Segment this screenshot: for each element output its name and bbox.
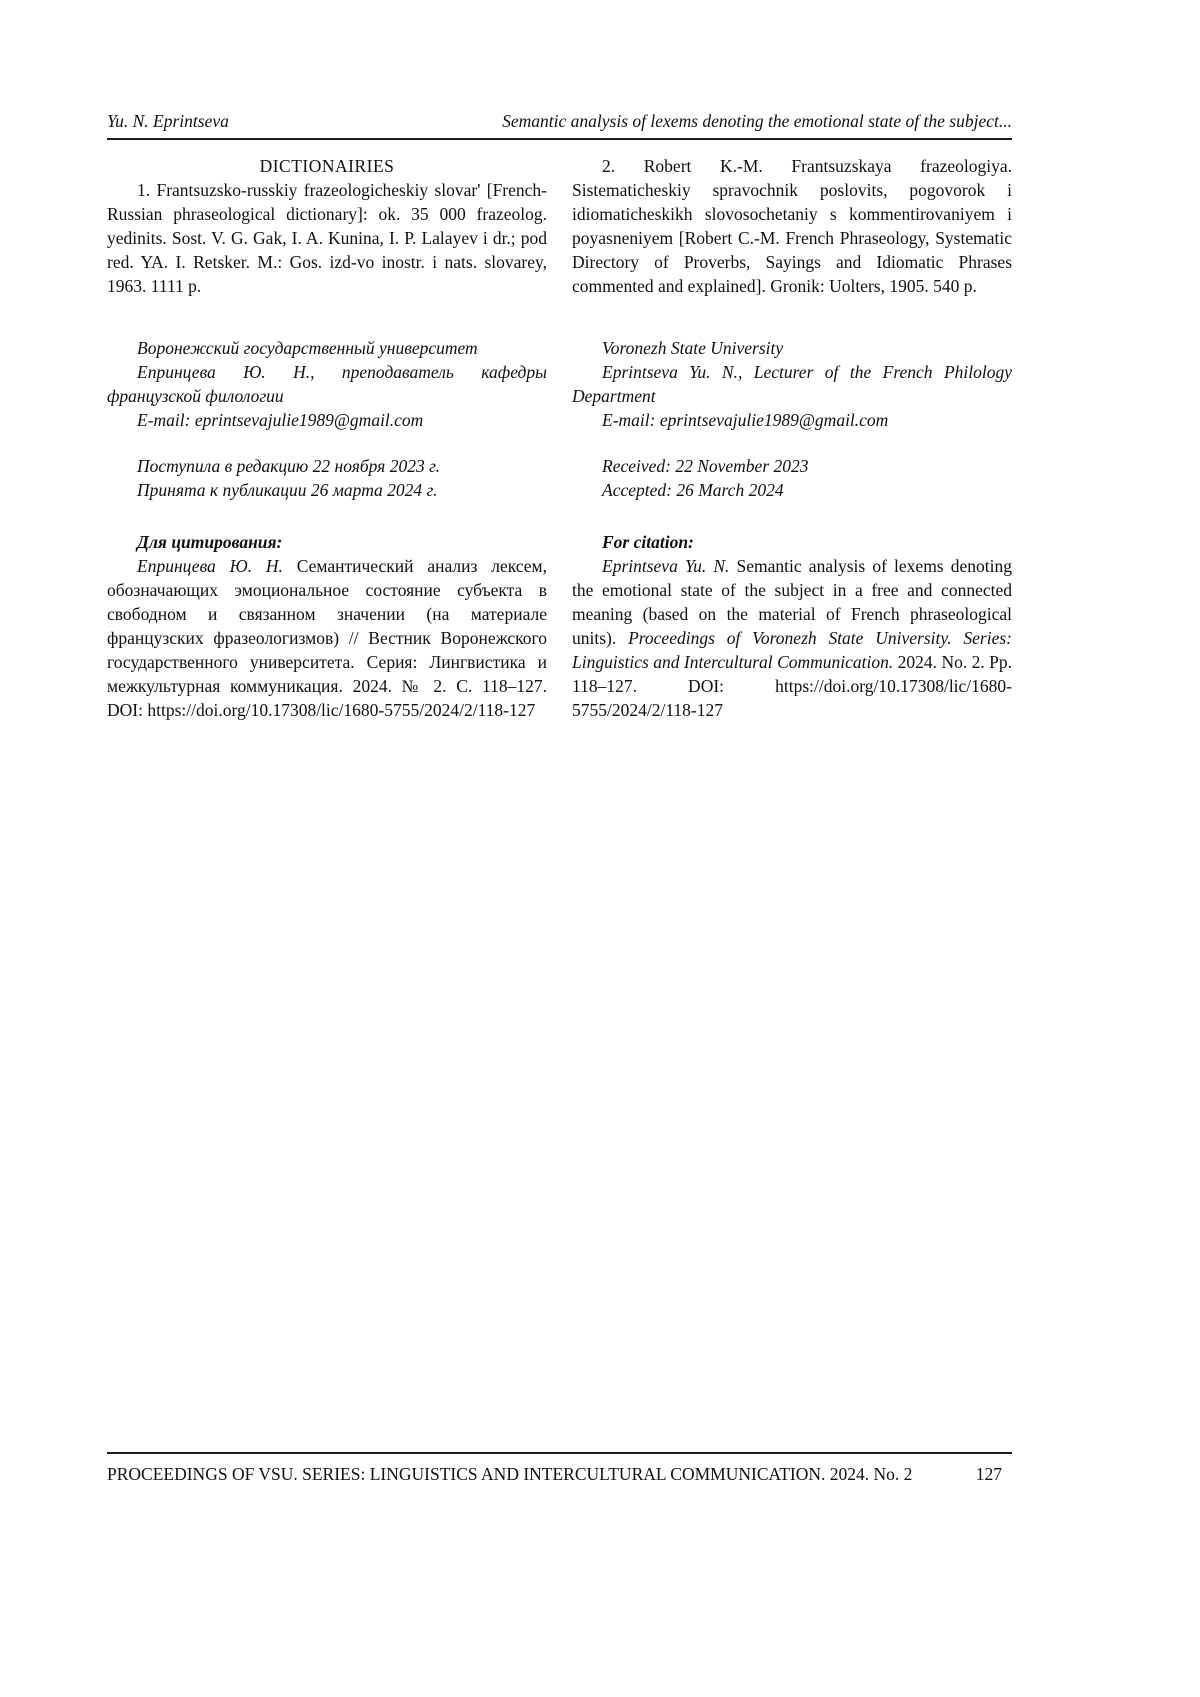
footer-page-number: 127 [975, 1464, 1002, 1484]
citation-tail-en: 2024. No. 2. Pp. 118–127. DOI: https://doi.org/10.17308/lic/1680-5755/2024/2/118-127 [572, 652, 1012, 720]
citation-paragraph-ru [107, 554, 547, 722]
affiliation-university-en: Voronezh State University [602, 338, 784, 358]
section-heading-dictionaries: DICTIONAIRIES [259, 156, 395, 176]
citation-author-en: Eprintseva Yu. N. [602, 556, 730, 576]
accepted-date-ru: Принята к публикации 26 марта 2024 г. [137, 480, 438, 500]
footer-rule [107, 1452, 1012, 1454]
dates-block-ru [107, 454, 547, 502]
page-content [107, 110, 1012, 722]
affiliation-author-role-ru: Епринцева Ю. Н., преподаватель кафедры французской филологии [107, 362, 547, 406]
affiliation-email-en: E-mail: eprintsevajulie1989@gmail.com [602, 410, 889, 430]
running-header [107, 110, 1012, 132]
page-footer [107, 1446, 1012, 1485]
header-rule [107, 138, 1012, 140]
affiliation-university-ru: Воронежский государственный университет [137, 338, 478, 358]
dates-block-en [572, 454, 1012, 502]
received-date-ru: Поступила в редакцию 22 ноября 2023 г. [137, 456, 441, 476]
affiliation-block-en [572, 336, 1012, 432]
reference-item-2: 2. Robert K.-M. Frantsuzskaya frazeologiya. Sistematicheskiy spravochnik poslovits, pogovorok i idiomaticheskikh slovosochetaniy s kommentirovaniyem i poyasneniyem [Robert C.-M. French Phraseology, Systematic Directory of Proverbs, Sayings and Idiomatic Phrases commented and explained]. Gronik: Uolters, 1905. 540 p. [572, 156, 1012, 296]
two-column-body [107, 154, 1012, 722]
affiliation-email-ru: E-mail: eprintsevajulie1989@gmail.com [137, 410, 424, 430]
citation-paragraph-en [572, 554, 1012, 722]
citation-label-en: For citation: [602, 532, 694, 552]
left-column [107, 154, 547, 722]
citation-label-ru: Для цитирования: [137, 532, 283, 552]
citation-text-en: Semantic analysis of lexems denoting the emotional state of the subject in a free and connected meaning (based on the material of French phraseological units). [572, 556, 1012, 648]
affiliation-block-ru [107, 336, 547, 432]
accepted-date-en: Accepted: 26 March 2024 [602, 480, 784, 500]
citation-text-ru: Семантический анализ лексем, обозначающих эмоциональное состояние субъекта в свободном и связанном значении (на материале французских фразеологизмов) // Вестник Воронежского государственного университета. Серия: Лингвистика и межкультурная коммуникация. 2024. № 2. С. 118–127. DOI: https://doi.org/10.17308/lic/1680-5755/2024/2/118-127 [107, 556, 547, 720]
reference-item-1: 1. Frantsuzsko-russkiy frazeologicheskiy slovar' [French-Russian phraseological dictionary]: ok. 35 000 frazeolog. yedinits. Sost. V. G. Gak, I. A. Kunina, I. P. Lalayev i dr.; pod red. YA. I. Retsker. M.: Gos. izd-vo inostr. i nats. slovarey, 1963. 1111 p. [107, 180, 547, 296]
affiliation-author-role-en: Eprintseva Yu. N., Lecturer of the French Philology Department [572, 362, 1012, 406]
footer-journal-line: PROCEEDINGS OF VSU. SERIES: LINGUISTICS AND INTERCULTURAL COMMUNICATION. 2024. No. 2 [107, 1464, 913, 1484]
header-running-title: Semantic analysis of lexems denoting the emotional state of the subject... [502, 111, 1012, 131]
header-author-name: Yu. N. Eprintseva [107, 111, 229, 131]
citation-author-ru: Епринцева Ю. Н. [137, 556, 283, 576]
footer-row [107, 1463, 1012, 1485]
received-date-en: Received: 22 November 2023 [602, 456, 809, 476]
citation-journal-en: Proceedings of Voronezh State University. Series: Linguistics and Intercultural Communication. [572, 628, 1012, 672]
right-column [572, 154, 1012, 722]
